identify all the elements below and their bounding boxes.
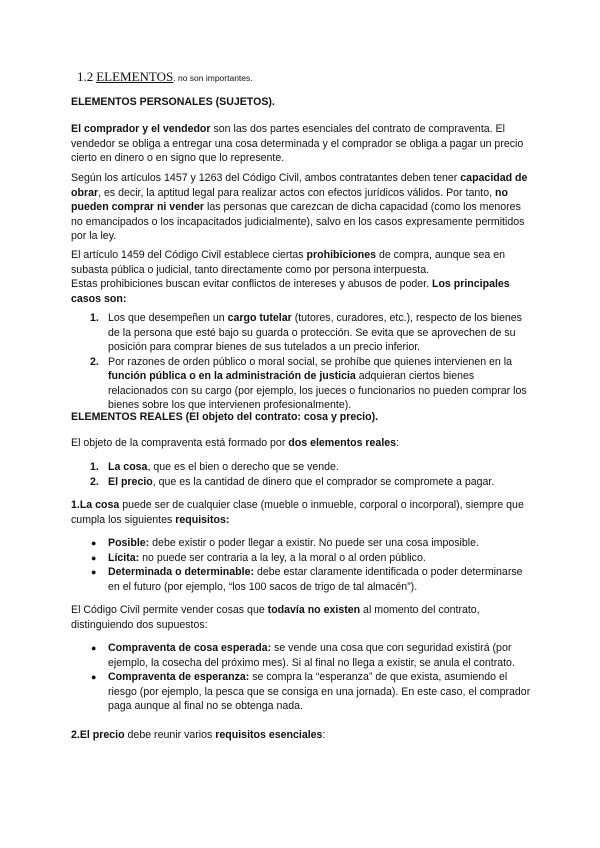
list-item: ● Determinada o determinable: debe estar claramente identificada o poder determinarse en el futuro (por ejemplo, “los 100 sacos de trigo de tal almacén”). bbox=[91, 566, 523, 593]
list-item: ● Lícita: no puede ser contraria a la ley, a la moral o al orden público. bbox=[91, 551, 426, 564]
section-number: 1.2 bbox=[77, 69, 94, 84]
paragraph-objeto: El objeto de la compraventa está formado por dos elementos reales: bbox=[71, 437, 400, 449]
section-header bbox=[77, 70, 477, 86]
list-item: ● Compraventa de cosa esperada: se vende una cosa que con seguridad existirá (por ejemplo, la cosecha del próximo mes). Si al final no llega a existir, se anula el contrato. bbox=[91, 642, 515, 669]
heading-reales: ELEMENTOS REALES (El objeto del contrato: cosa y precio). bbox=[71, 411, 379, 423]
list-item: 2. Por razones de orden público o moral social, se prohíbe que quienes intervienen en la función pública o en la administración de justicia adquieran ciertos bienes relacionados con su cargo (por ejemplo, los jueces o funcionarios no pueden comprar los bienes sobre los que intervienen profesionalmente). bbox=[90, 355, 527, 411]
paragraph-prohibiciones: El artículo 1459 del Código Civil establece ciertas prohibiciones de compra, aunque sea en subasta pública o judicial, tanto directamente como por persona interpuesta. Estas prohibiciones buscan evitar conflictos de intereses y abusos de poder. Los principales casos son: bbox=[71, 249, 510, 305]
list-item: 2. El precio, que es la cantidad de dinero que el comprador se compromete a pagar. bbox=[90, 475, 495, 488]
list-elementos-reales bbox=[71, 460, 531, 489]
paragraph-el-precio: 2.El precio debe reunir varios requisitos esenciales: bbox=[71, 729, 326, 741]
paragraph-comprador-vendedor: El comprador y el vendedor son las dos partes esenciales del contrato de compraventa. El vendedor se obliga a entregar una cosa determinada y el comprador se obliga a pagar un precio cierto en dinero o en signo que lo represente. bbox=[71, 123, 524, 164]
list-supuestos bbox=[71, 641, 531, 714]
paragraph-la-cosa: 1.La cosa puede ser de cualquier clase (mueble o inmueble, corporal o incorporal), siempre que cumpla los siguientes requisitos: bbox=[71, 499, 524, 526]
section-title: ELEMENTOS bbox=[96, 69, 174, 84]
list-item: 1. Los que desempeñen un cargo tutelar (tutores, curadores, etc.), respecto de los bienes de la persona que esté bajo su guarda o protección. Se evita que se aprovechen de su posición para comprar bienes de sus tutelados a un precio inferior. bbox=[90, 312, 522, 353]
list-item: ● Posible: debe existir o poder llegar a existir. No puede ser una cosa imposible. bbox=[91, 537, 479, 549]
paragraph-capacidad: Según los artículos 1457 y 1263 del Código Civil, ambos contratantes deben tener capacidad de obrar, es decir, la aptitud legal para realizar actos con efectos jurídicos válidos. Por tanto, no pueden comprar ni vender las personas que carezcan de dicha capacidad (como los menores no emancipados o los incapacitados judicialmente), salvo en los casos expresamente permitidos por la ley. bbox=[71, 172, 528, 242]
paragraph-cosas-futuras: El Código Civil permite vender cosas que todavía no existen al momento del contrato, distinguiendo dos supuestos: bbox=[71, 604, 480, 631]
list-prohibiciones bbox=[71, 311, 531, 413]
list-item: 1. La cosa, que es el bien o derecho que se vende. bbox=[90, 461, 339, 473]
list-item: ● Compraventa de esperanza: se compra la “esperanza” de que exista, asumiendo el riesgo (por ejemplo, la pesca que se consiga en una jornada). En este caso, el comprador paga aunque al final no se obtenga nada. bbox=[91, 671, 531, 712]
heading-personales: ELEMENTOS PERSONALES (SUJETOS). bbox=[71, 96, 275, 108]
section-note: . no son importantes. bbox=[173, 73, 253, 83]
list-requisitos-cosa bbox=[71, 536, 531, 594]
